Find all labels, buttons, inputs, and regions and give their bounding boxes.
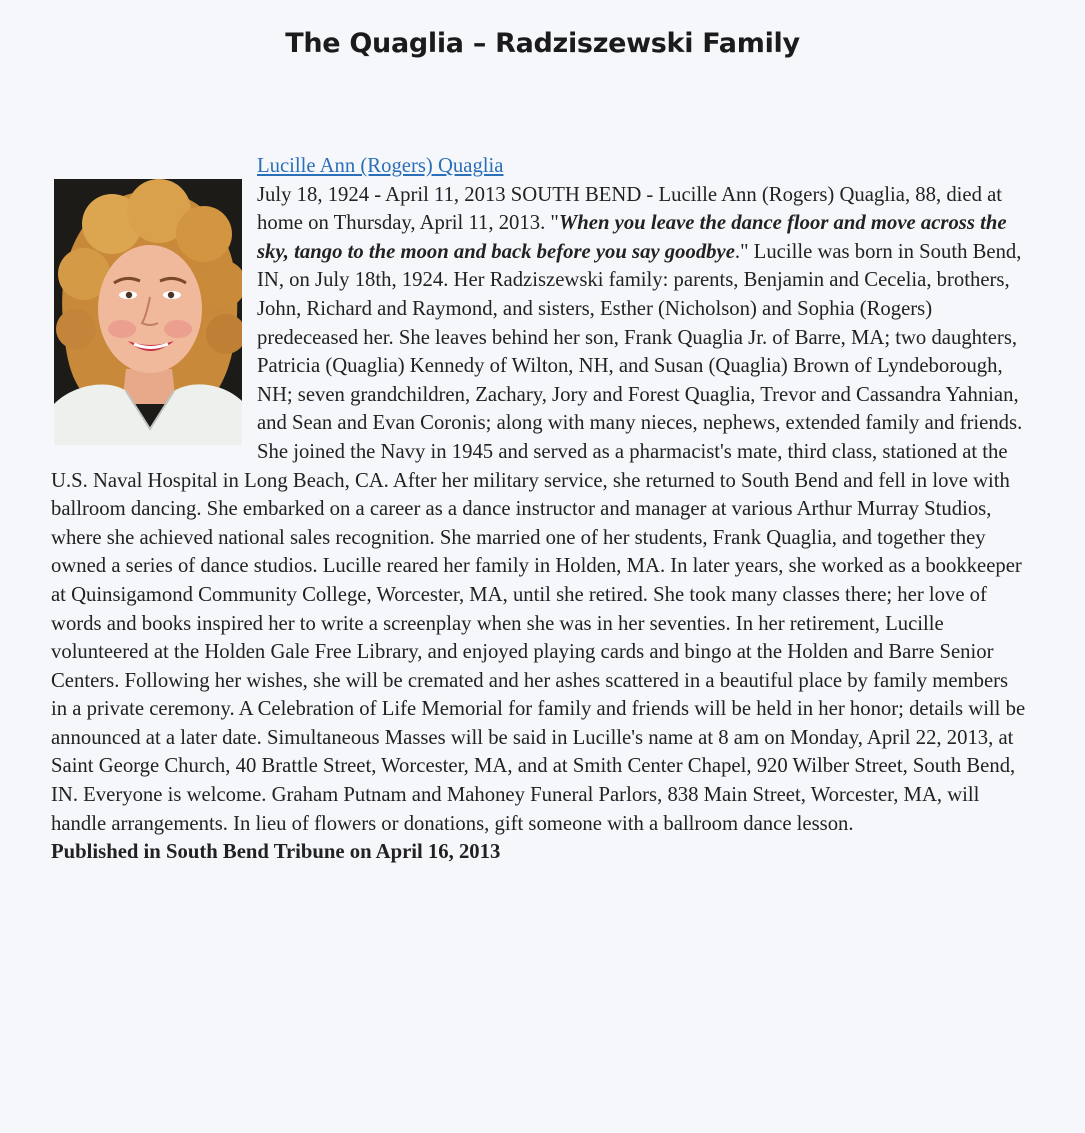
- obituary-article: [51, 152, 1026, 867]
- obituary-lead: July 18, 1924 - April 11, 2013 SOUTH BEND - Lucille Ann (Rogers) Quaglia, 88, died at home on Thursday, April 11, 2013. ": [257, 183, 1003, 235]
- page-title: The Quaglia – Radziszewski Family: [285, 28, 800, 59]
- photo-space: [51, 152, 257, 440]
- obituary-quote: When you leave the dance floor and move across the sky, tango to the moon and back before you say goodbye: [257, 212, 1007, 263]
- obituary-body: ." Lucille was born in South Bend, IN, on July 18th, 1924. Her Radziszewski family: parents, Benjamin and Cecelia, brothers, John, Richard and Raymond, and sisters, Esther (Nicholson) and Sophia (Rogers) predeceased her. She leaves behind her son, Frank Quaglia Jr. of Barre, MA; two daughters, Patricia (Quaglia) Kennedy of Wilton, NH, and Susan (Quaglia) Brown of Lyndeborough, NH; seven grandchildren, Zachary, Jory and Forest Quaglia, Trevor and Cassandra Yahnian, and Sean and Evan Coronis; along with many nieces, nephews, extended family and friends. She joined the Navy in 1945 and served as a pharmacist's mate, third class, stationed at the U.S. Naval Hospital in Long Beach, CA. After her military service, she returned to South Bend and fell in love with ballroom dancing. She embarked on a career as a dance instructor and manager at various Arthur Murray Studios, where she achieved national sales recognition. She married one of her students, Frank Quaglia, and together they owned a series of dance studios. Lucille reared her family in Holden, MA. In later years, she worked as a bookkeeper at Quinsigamond Community College, Worcester, MA, until she retired. She took many classes there; her love of words and books inspired her to write a screenplay when she was in her seventies. In her retirement, Lucille volunteered at the Holden Gale Free Library, and enjoyed playing cards and bingo at the Holden and Barre Senior Centers. Following her wishes, she will be cremated and her ashes scattered in a beautiful place by family members in a private ceremony. A Celebration of Life Memorial for family and friends will be held in her honor; details will be announced at a later date. Simultaneous Masses will be said in Lucille's name at 8 am on Monday, April 22, 2013, at Saint George Church, 40 Brattle Street, Worcester, MA, and at Smith Center Chapel, 920 Wilber Street, South Bend, IN. Everyone is welcome. Graham Putnam and Mahoney Funeral Parlors, 838 Main Street, Worcester, MA, will handle arrangements. In lieu of flowers or donations, gift someone with a ballroom dance lesson.: [51, 240, 1026, 835]
- obituary-name-link[interactable]: Lucille Ann (Rogers) Quaglia: [257, 155, 504, 177]
- published-line: Published in South Bend Tribune on April 16, 2013: [51, 841, 501, 864]
